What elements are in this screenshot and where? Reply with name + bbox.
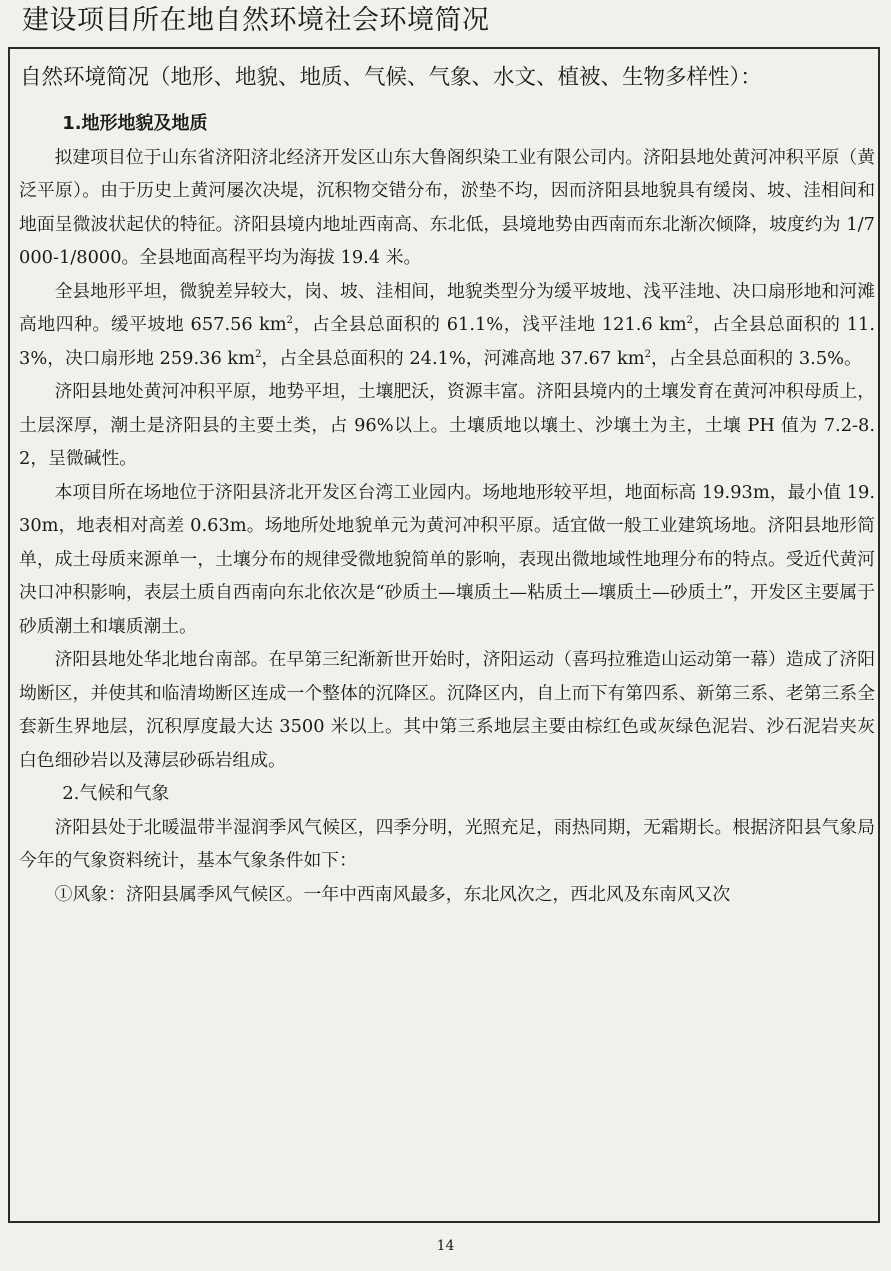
subsection-heading-terrain: 1.地形地貌及地质 — [62, 113, 208, 134]
paragraph-terrain-3: 济阳县地处黄河冲积平原，地势平坦，土壤肥沃，资源丰富。济阳县境内的土壤发育在黄河冲积母质上，土层深厚，潮土是济阳县的主要土类，占 96%以上。土壤质地以壤土、沙壤土为主，土壤 PH 值为 7.2-8.2，呈微碱性。 — [19, 381, 875, 469]
paragraph-terrain-2 — [19, 275, 875, 376]
paragraph-terrain-2-d: ，占全县总面积的 24.1%，河滩高地 37.67 km — [261, 347, 645, 369]
paragraph-terrain-5: 济阳县地处华北地台南部。在早第三纪渐新世开始时，济阳运动（喜玛拉雅造山运动第一幕）造成了济阳坳断区，并使其和临清坳断区连成一个整体的沉降区。沉降区内，自上而下有第四系、新第三系、老第三系全套新生界地层，沉积厚度最大达 3500 米以上。其中第三系地层主要由棕红色或灰绿色泥岩、沙石泥岩夹灰白色细砂岩以及薄层砂砾岩组成。 — [19, 649, 875, 771]
superscript-2: 2 — [644, 348, 651, 360]
paragraph-climate-2: ①风象：济阳县属季风气候区。一年中西南风最多，东北风次之，西北风及东南风又次 — [54, 883, 731, 905]
paragraph-terrain-2-c: ，占全县总面积的 11.3%，决口扇形地 259.36 km — [19, 314, 875, 369]
paragraph-terrain-2-a: 全县地形平坦，微貌差异较大，岗、坡、洼相间，地貌类型分为缓平坡地、浅平洼地、决口扇形地和河滩高地四种。缓平坡地 657.56 km — [19, 280, 875, 335]
paragraph-terrain-1: 拟建项目位于山东省济阳济北经济开发区山东大鲁阁织染工业有限公司内。济阳县地处黄河冲积平原（黄泛平原）。由于历史上黄河屡次决堤，沉积物交错分布，淤垫不均，因而济阳县地貌具有缓岗、坡、洼相间和地面呈微波状起伏的特征。济阳县境内地址西南高、东北低，县境地势由西南而东北渐次倾降，坡度约为 1/7000-1/8000。全县地面高程平均为海拔 19.4 米。 — [19, 146, 875, 268]
page-title: 建设项目所在地自然环境社会环境简况 — [22, 5, 490, 36]
page-number: 14 — [436, 1238, 455, 1254]
paragraph-terrain-4: 本项目所在场地位于济阳县济北开发区台湾工业园内。场地地形较平坦，地面标高 19.93m，最小值 19.30m，地表相对高差 0.63m。场地所处地貌单元为黄河冲积平原。适宜做一般工业建筑场地。济阳县地形简单，成土母质来源单一，土壤分布的规律受微地貌简单的影响，表现出微地域性地理分布的特点。受近代黄河决口冲积影响，表层土质自西南向东北依次是“砂质土—壤质土—粘质土—壤质土—砂质土”，开发区主要属于砂质潮土和壤质潮土。 — [19, 481, 875, 637]
subsection-heading-climate: 2.气候和气象 — [62, 783, 170, 804]
superscript-2: 2 — [286, 315, 293, 327]
paragraph-terrain-2-e: ，占全县总面积的 3.5%。 — [650, 347, 862, 369]
superscript-2: 2 — [255, 348, 262, 360]
paragraph-terrain-2-b: ，占全县总面积的 61.1%，浅平洼地 121.6 km — [292, 314, 687, 335]
document-body — [19, 107, 875, 911]
superscript-2: 2 — [686, 315, 693, 327]
content-frame — [8, 47, 880, 1223]
paragraph-climate-1: 济阳县处于北暖温带半湿润季风气候区，四季分明，光照充足，雨热同期，无霜期长。根据济阳县气象局今年的气象资料统计，基本气象条件如下： — [19, 816, 875, 871]
section-heading: 自然环境简况（地形、地貌、地质、气候、气象、水文、植被、生物多样性）： — [20, 65, 762, 90]
